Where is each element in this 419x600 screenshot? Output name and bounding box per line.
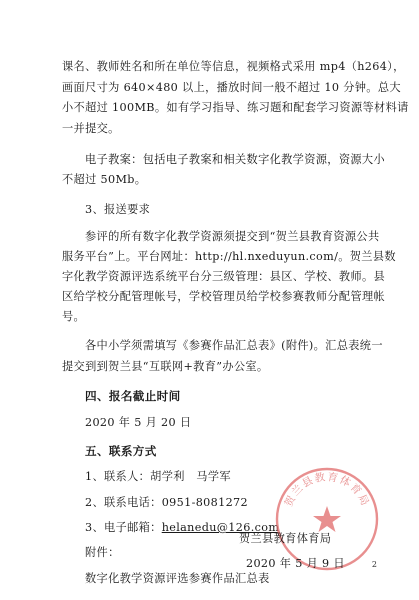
- seal-star-icon: [313, 506, 341, 532]
- section-heading-deadline: 四、报名截止时间: [85, 389, 181, 403]
- section-heading-contact: 五、联系方式: [85, 444, 157, 458]
- signature-organization: 贺兰县教育体育局: [239, 532, 332, 545]
- paragraph-video-line-4: 一并提交。: [62, 122, 120, 135]
- section-heading-submit: 3、报送要求: [85, 203, 151, 216]
- paragraph-lesson-line-1: 电子教案：包括电子教案和相关数字化教学资源，资源大小: [85, 153, 385, 166]
- paragraph-lesson-line-2: 不超过 50Mb。: [62, 173, 147, 186]
- paragraph-submit-line-1: 参评的所有数字化教学资源须提交到“贺兰县教育资源公共: [85, 230, 380, 243]
- paragraph-submit-line-4: 区给学校分配管理帐号，学校管理员给学校参赛教师分配管理帐: [62, 290, 386, 303]
- deadline-date: 2020 年 5 月 20 日: [85, 416, 192, 429]
- page-number: 2: [371, 560, 377, 569]
- contact-email-label: 3、电子邮箱：: [85, 521, 162, 534]
- paragraph-video-line-3: 小不超过 100MB。如有学习指导、练习题和配套学习资源等材料请: [62, 101, 409, 114]
- paragraph-submit-line-5: 号。: [62, 310, 86, 323]
- paragraph-submit-line-2: 服务平台”上。平台网址：http://hl.nxeduyun.com/。贺兰县数: [62, 250, 396, 263]
- contact-phone: 2、联系电话：0951-8081272: [85, 496, 248, 509]
- paragraph-video-line-1: 课名、教师姓名和所在单位等信息，视频格式采用 mp4（h264），: [62, 60, 405, 73]
- attachment-item: 数字化教学资源评选参赛作品汇总表: [85, 572, 270, 585]
- paragraph-form-line-1: 各中小学须需填写《参赛作品汇总表》(附件)。汇总表统一: [85, 339, 383, 352]
- signature-date: 2020 年 5 月 9 日: [246, 557, 345, 570]
- seal-arc-text: 贺兰县教育体育局: [282, 471, 372, 509]
- paragraph-submit-line-3: 字化教学资源评选系统平台分三级管理：县区、学校、教师。县: [62, 270, 386, 283]
- paragraph-form-line-2: 提交到到贺兰县“互联网+教育”办公室。: [62, 360, 269, 373]
- contact-email-link[interactable]: helanedu@126.com: [161, 521, 280, 534]
- paragraph-video-line-2: 画面尺寸为 640×480 以上，播放时间一般不超过 10 分钟。总大: [62, 81, 401, 94]
- attachment-label: 附件：: [85, 546, 120, 559]
- contact-person: 1、联系人：胡学利 马学军: [85, 470, 231, 483]
- seal-ring: [277, 469, 377, 569]
